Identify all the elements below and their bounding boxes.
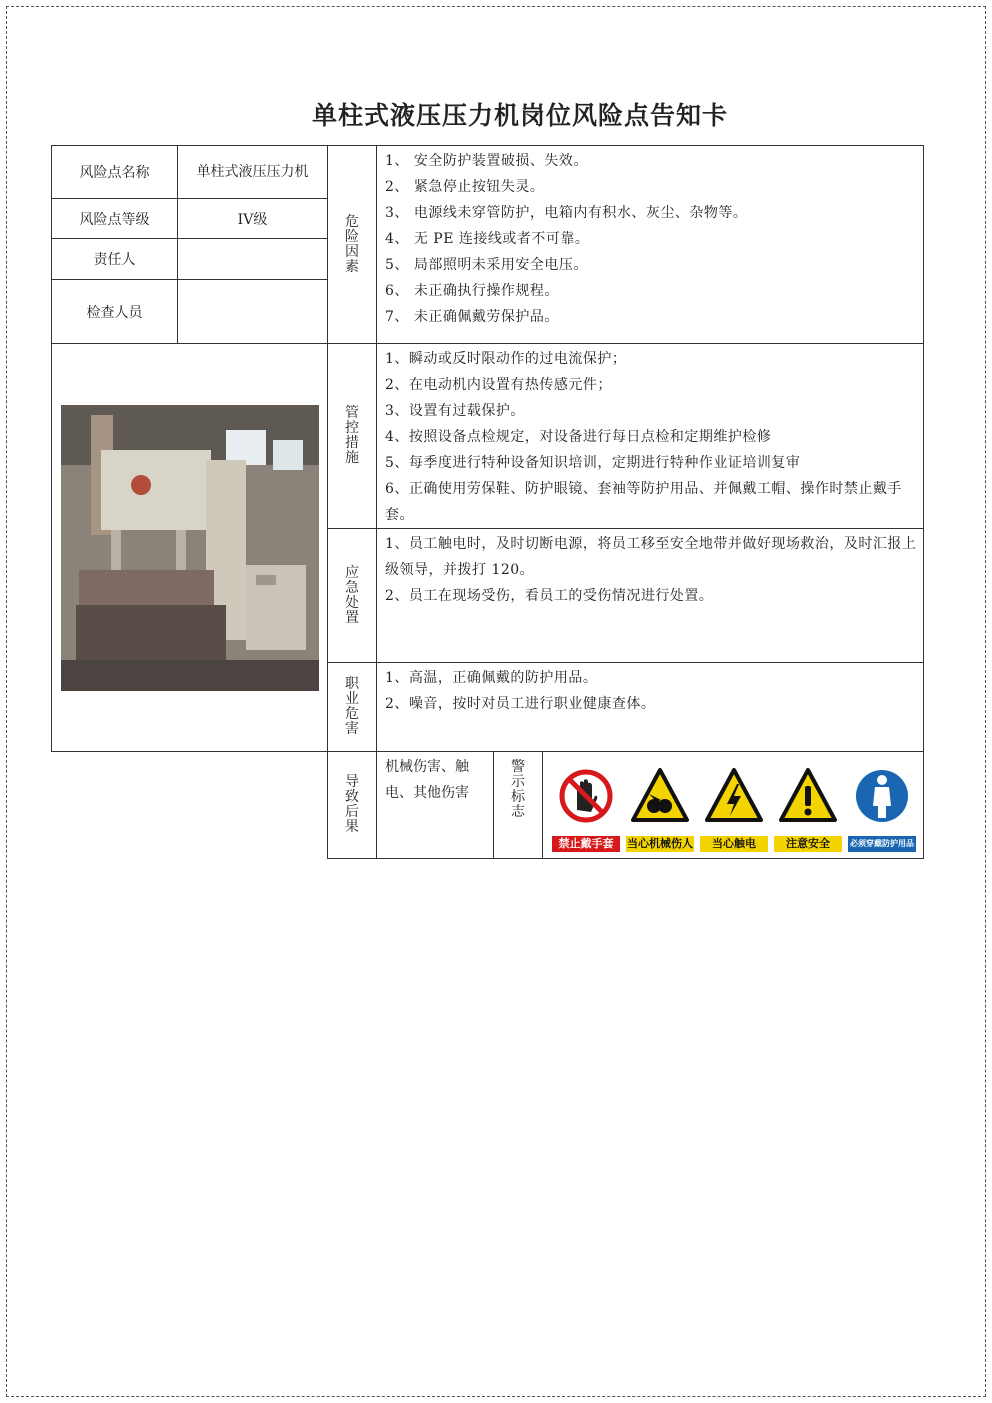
occupational-item: 2、噪音，按时对员工进行职业健康查体。 [385, 696, 656, 712]
risk-card-table [51, 145, 924, 859]
empty-cell [52, 752, 328, 859]
emergency-list [377, 529, 924, 663]
occupational-item: 1、高温，正确佩戴的防护用品。 [385, 670, 598, 686]
risk-level-value: IV级 [178, 199, 328, 239]
control-item: 6、正确使用劳保鞋、防护眼镜、套袖等防护用品、并佩戴工帽、操作时禁止戴手套。 [385, 481, 902, 523]
inspector-value [178, 280, 328, 344]
sign-label: 注意安全 [774, 836, 842, 852]
controls-list [377, 344, 924, 529]
inspector-label: 检查人员 [52, 280, 178, 344]
hazards-label: 危险因素 [328, 146, 377, 344]
hazard-item: 6、 未正确执行操作规程。 [385, 283, 559, 299]
controls-label: 管控措施 [328, 344, 377, 529]
control-item: 2、在电动机内设置有热传感元件； [385, 377, 612, 393]
page-title: 单柱式液压压力机岗位风险点告知卡 [311, 101, 728, 130]
hazards-list [377, 146, 924, 344]
equipment-photo-cell [52, 344, 328, 752]
emergency-item: 2、员工在现场受伤，看员工的受伤情况进行处置。 [385, 588, 714, 604]
control-item: 4、按照设备点检规定，对设备进行每日点检和定期维护检修 [385, 429, 772, 445]
hazard-item: 4、 无 PE 连接线或者不可靠。 [385, 231, 590, 247]
sign-caution [775, 762, 841, 858]
occupational-list [377, 663, 924, 752]
owner-value [178, 239, 328, 280]
hazard-item: 7、 未正确佩戴劳保护品。 [385, 309, 559, 325]
sign-label: 当心触电 [700, 836, 768, 852]
sign-label: 必须穿戴防护用品 [848, 836, 916, 852]
risk-level-label: 风险点等级 [52, 199, 178, 239]
mechanical-injury-icon [629, 762, 691, 836]
risk-name-label: 风险点名称 [52, 146, 178, 199]
emergency-item: 1、员工触电时，及时切断电源，将员工移至安全地带并做好现场救治，及时汇报上级领导，并拨打 120。 [385, 536, 917, 578]
sign-no-gloves [553, 762, 619, 858]
consequences-label: 导致后果 [328, 752, 377, 859]
occupational-label: 职业危害 [328, 663, 377, 752]
control-item: 5、每季度进行特种设备知识培训，定期进行特种作业证培训复审 [385, 455, 801, 471]
hazard-item: 1、 安全防护装置破损、失效。 [385, 153, 588, 169]
no-gloves-icon [555, 762, 617, 836]
electric-shock-icon [703, 762, 765, 836]
hazard-item: 5、 局部照明未采用安全电压。 [385, 257, 588, 273]
sign-mechanical-injury [627, 762, 693, 858]
emergency-label: 应急处置 [328, 529, 377, 663]
risk-name-value: 单柱式液压压力机 [178, 146, 328, 199]
warning-signs [543, 752, 924, 859]
equipment-photo [61, 405, 319, 691]
control-item: 3、设置有过载保护。 [385, 403, 525, 419]
sign-label: 当心机械伤人 [627, 837, 693, 850]
hazard-item: 2、 紧急停止按钮失灵。 [385, 179, 545, 195]
sign-label: 禁止戴手套 [552, 836, 620, 852]
wear-ppe-icon [851, 762, 913, 836]
sign-wear-ppe [849, 762, 915, 858]
owner-label: 责任人 [52, 239, 178, 280]
hazard-item: 3、 电源线未穿管防护，电箱内有积水、灰尘、杂物等。 [385, 205, 748, 221]
caution-icon [777, 762, 839, 836]
sign-electric-shock [701, 762, 767, 858]
control-item: 1、瞬动或反时限动作的过电流保护； [385, 351, 627, 367]
warning-label: 警示标志 [494, 752, 543, 859]
consequences-value: 机械伤害、触电、其他伤害 [377, 752, 494, 859]
